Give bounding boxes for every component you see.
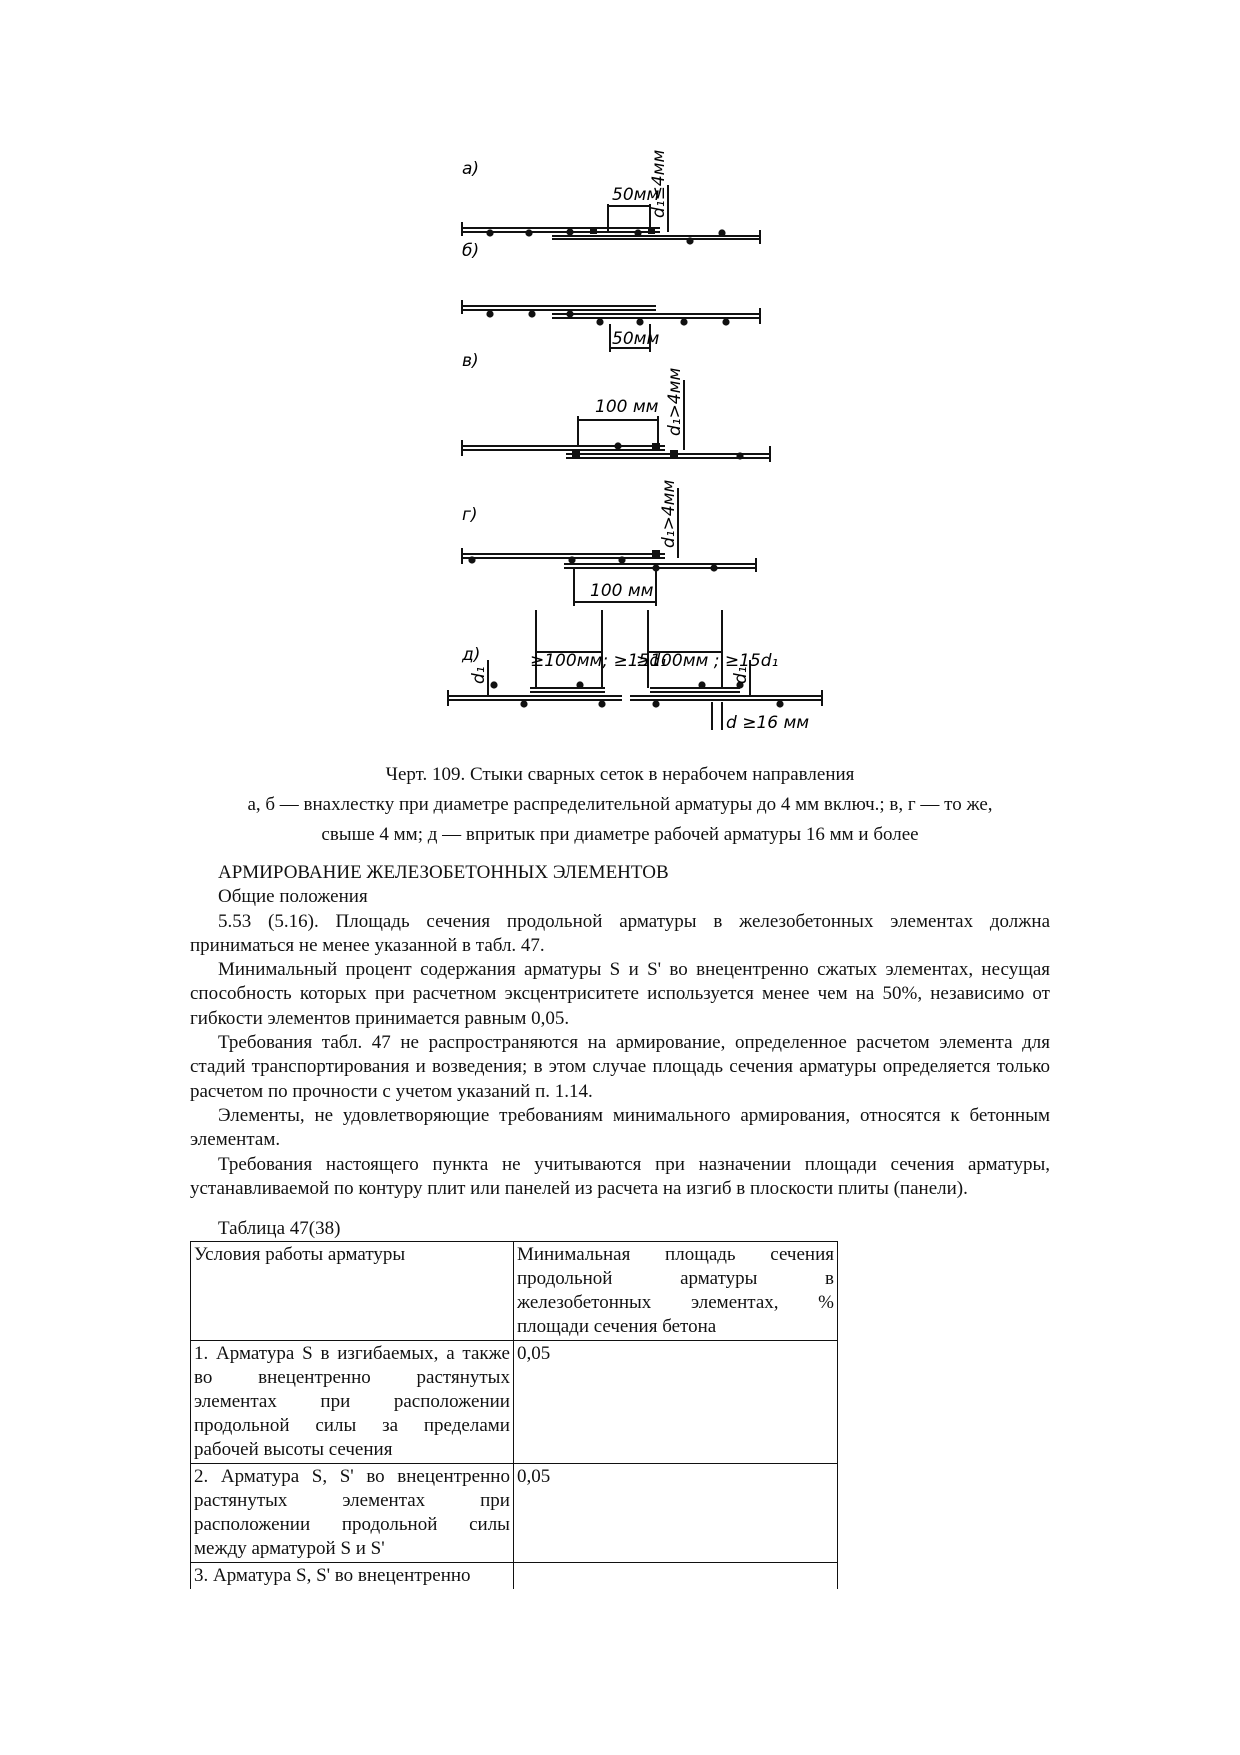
- panel-v-dim: 100 мм: [595, 397, 659, 417]
- panel-b-dim: 50мм: [612, 329, 660, 349]
- panel-a-dim: 50мм: [612, 185, 660, 205]
- table-header-cell: Условия работы арматуры: [191, 1242, 514, 1341]
- panel-b: [462, 300, 760, 352]
- table-row: [191, 1464, 838, 1563]
- caption-line-3: свыше 4 мм; д — впритык при диаметре рабочей арматуры 16 мм и более: [321, 824, 919, 845]
- body-text: [190, 861, 1050, 1201]
- figure-welded-mesh-joints: [440, 140, 840, 760]
- panel-d-dim2: ≥100мм ; ≥15d₁: [636, 651, 779, 671]
- panel-d-side-left: d₁: [469, 666, 489, 684]
- table-header-cell: Минимальная площадь сечения продольной арматуры в железобетонных элементах, % площади сечения бетона: [513, 1242, 837, 1341]
- figure-caption: [190, 760, 1050, 850]
- caption-line-2: а, б — внахлестку при диаметре распределительной арматуры до 4 мм включ.; в, г — то же,: [247, 794, 993, 815]
- table-cell: 0,05: [513, 1464, 837, 1563]
- caption-line-1: Черт. 109. Стыки сварных сеток в нерабочем направления: [385, 764, 855, 785]
- panel-a-letter: а): [462, 159, 480, 179]
- panel-d-bottom: d ≥16 мм: [726, 713, 810, 733]
- panel-g-dim: 100 мм: [590, 581, 654, 601]
- table-cell: 2. Арматура S, S' во внецентренно растянутых элементах при расположении продольной силы между арматурой S и S': [191, 1464, 514, 1563]
- panel-v: [462, 380, 770, 462]
- panel-b-letter: б): [462, 241, 480, 261]
- table-47: [190, 1241, 838, 1589]
- table-title: Таблица 47(38): [218, 1218, 341, 1239]
- table-row: [191, 1563, 838, 1590]
- paragraph-3: Требования табл. 47 не распространяются на армирование, определенное расчетом элемента для стадий транспортирования и возведения; в этом случае площадь сечения арматуры определяется только расчетом по прочности с учетом указаний п. 1.14.: [190, 1032, 1050, 1102]
- table-header-row: [191, 1242, 838, 1341]
- paragraph-1: 5.53 (5.16). Площадь сечения продольной арматуры в железобетонных элементах должна приниматься не менее указанной в табл. 47.: [190, 910, 1050, 956]
- panel-d-letter: д): [462, 645, 481, 665]
- table-row: [191, 1341, 838, 1464]
- table-cell: 1. Арматура S в изгибаемых, а также во внецентренно растянутых элементах при расположении продольной силы за пределами рабочей высоты сечения: [191, 1341, 514, 1464]
- paragraph-4: Элементы, не удовлетворяющие требованиям минимального армирования, относятся к бетонным элементам.: [190, 1104, 1050, 1151]
- panel-a-side: d₁≤4мм: [649, 149, 669, 218]
- section-heading: АРМИРОВАНИЕ ЖЕЛЕЗОБЕТОННЫХ ЭЛЕМЕНТОВ: [218, 862, 669, 883]
- panel-g-side: d₁>4мм: [659, 479, 679, 548]
- panel-d-dim1: ≥100мм; ≥15d₁: [530, 651, 667, 671]
- paragraph-2: Минимальный процент содержания арматуры S и S' во внецентренно сжатых элементах, несущая способность которых при расчетном эксцентриситете используется менее чем на 50%, независимо от гибкости элементов принимается равным 0,05.: [190, 959, 1050, 1029]
- panel-v-letter: в): [462, 351, 479, 371]
- panel-v-side: d₁>4мм: [665, 367, 685, 436]
- section-subheading: Общие положения: [218, 886, 368, 908]
- table-cell: 0,05: [513, 1341, 837, 1464]
- table-cell: 3. Арматура S, S' во внецентренно: [191, 1563, 514, 1590]
- joints-drawing: [440, 140, 840, 760]
- panel-g-letter: г): [462, 505, 478, 525]
- paragraph-5: Требования настоящего пункта не учитываются при назначении площади сечения арматуры, устанавливаемой по контуру плит или панелей из расчета на изгиб в плоскости плиты (панели).: [190, 1153, 1050, 1199]
- table-cell: [513, 1563, 837, 1590]
- panel-d-side-right: d₁: [731, 666, 751, 684]
- panel-a: [462, 185, 760, 244]
